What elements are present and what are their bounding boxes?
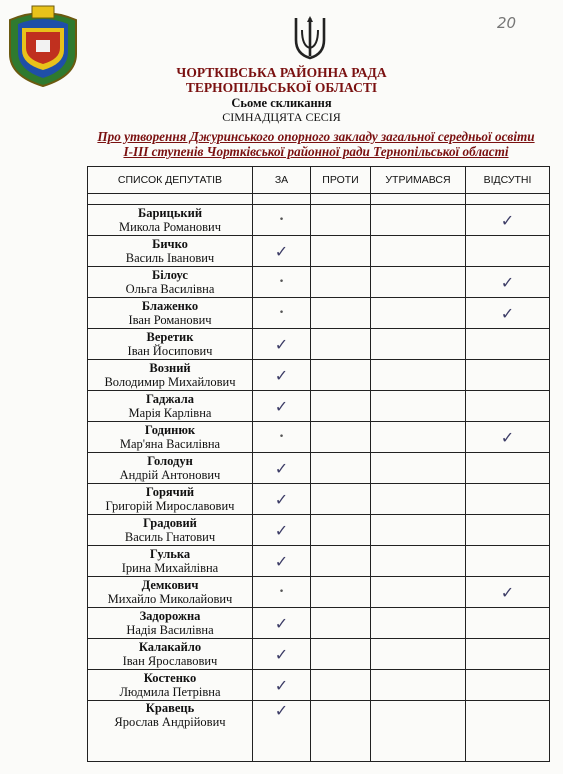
vote-for-cell: ✓	[253, 360, 311, 391]
vote-for-cell: ✓	[253, 329, 311, 360]
vote-against-cell	[311, 205, 371, 236]
deputy-given-name: Володимир Михайлович	[104, 375, 236, 389]
vote-for-cell: ✓	[253, 484, 311, 515]
vote-absent-cell	[466, 236, 550, 267]
vote-against-cell	[311, 701, 371, 762]
vote-against-cell	[311, 391, 371, 422]
vote-for-cell: ✓	[253, 670, 311, 701]
vote-absent-cell	[466, 701, 550, 762]
table-row	[88, 608, 550, 639]
deputy-surname: Голодун	[147, 454, 193, 468]
deputy-surname: Блаженко	[141, 299, 199, 313]
vote-against-cell	[311, 515, 371, 546]
deputy-surname: Білоус	[152, 268, 188, 282]
vote-for-cell: ✓	[253, 391, 311, 422]
page-number: 20	[497, 14, 517, 32]
table-row	[88, 577, 550, 608]
table-spacer-row	[88, 194, 550, 205]
vote-for-cell: ✓	[253, 236, 311, 267]
deputy-name-cell	[88, 329, 253, 360]
deputy-name-cell	[88, 453, 253, 484]
vote-abstained-cell	[371, 236, 466, 267]
vote-abstained-cell	[371, 701, 466, 762]
vote-against-cell	[311, 639, 371, 670]
deputy-given-name: Василь Іванович	[125, 251, 215, 265]
column-header-absent: ВІДСУТНІ	[466, 167, 550, 194]
column-header-against: ПРОТИ	[311, 167, 371, 194]
deputy-given-name: Іван Ярославович	[122, 654, 218, 668]
vote-absent-cell	[466, 546, 550, 577]
vote-absent-cell	[466, 391, 550, 422]
table-row	[88, 484, 550, 515]
deputy-surname: Горячий	[145, 485, 195, 499]
vote-for-cell: ✓	[253, 515, 311, 546]
vote-for-cell: •	[253, 422, 311, 453]
deputy-name-cell	[88, 205, 253, 236]
deputy-given-name: Григорій Мирославович	[105, 499, 235, 513]
vote-absent-cell: ✓	[466, 422, 550, 453]
subject-line-2: І-ІІІ ступенів Чортківської районної ради Тернопільської області	[123, 144, 509, 159]
subject-line-1: Про утворення Джуринського опорного закладу загальної середньої освіти	[97, 129, 535, 144]
deputy-name-cell	[88, 484, 253, 515]
vote-abstained-cell	[371, 329, 466, 360]
deputy-surname: Годинюк	[144, 423, 196, 437]
deputy-name-cell	[88, 577, 253, 608]
vote-for-cell: ✓	[253, 639, 311, 670]
column-header-deputies: СПИСОК ДЕПУТАТІВ	[88, 167, 253, 194]
vote-abstained-cell	[371, 298, 466, 329]
vote-against-cell	[311, 236, 371, 267]
vote-absent-cell	[466, 329, 550, 360]
vote-absent-cell: ✓	[466, 205, 550, 236]
vote-absent-cell	[466, 515, 550, 546]
vote-against-cell	[311, 484, 371, 515]
table-row	[88, 267, 550, 298]
vote-abstained-cell	[371, 608, 466, 639]
vote-against-cell	[311, 298, 371, 329]
deputy-given-name: Надія Василівна	[126, 623, 214, 637]
deputy-surname: Задорожна	[139, 609, 201, 623]
vote-absent-cell	[466, 670, 550, 701]
council-title: ЧОРТКІВСЬКА РАЙОННА РАДА	[176, 65, 387, 80]
vote-absent-cell	[466, 639, 550, 670]
vote-abstained-cell	[371, 577, 466, 608]
vote-absent-cell: ✓	[466, 298, 550, 329]
deputy-surname: Гаджала	[145, 392, 195, 406]
deputy-given-name: Мар'яна Василівна	[119, 437, 221, 451]
vote-against-cell	[311, 577, 371, 608]
deputy-surname: Калакайло	[138, 640, 202, 654]
deputy-surname: Гулька	[149, 547, 191, 561]
deputy-given-name: Ольга Василівна	[125, 282, 215, 296]
deputy-surname: Градовий	[143, 516, 197, 530]
vote-abstained-cell	[371, 546, 466, 577]
vote-table-body	[88, 194, 550, 762]
vote-for-cell: •	[253, 205, 311, 236]
vote-against-cell	[311, 546, 371, 577]
vote-for-cell: ✓	[253, 608, 311, 639]
deputy-given-name: Михайло Миколайович	[107, 592, 233, 606]
vote-abstained-cell	[371, 391, 466, 422]
vote-against-cell	[311, 267, 371, 298]
table-row	[88, 422, 550, 453]
vote-absent-cell	[466, 360, 550, 391]
deputy-name-cell	[88, 391, 253, 422]
vote-abstained-cell	[371, 267, 466, 298]
deputy-name-cell	[88, 267, 253, 298]
vote-for-cell: •	[253, 577, 311, 608]
table-row	[88, 515, 550, 546]
vote-absent-cell: ✓	[466, 577, 550, 608]
vote-abstained-cell	[371, 453, 466, 484]
table-row	[88, 360, 550, 391]
vote-abstained-cell	[371, 360, 466, 391]
table-row	[88, 639, 550, 670]
vote-absent-cell	[466, 608, 550, 639]
deputy-surname: Кравець	[145, 701, 195, 715]
oblast-title: ТЕРНОПІЛЬСЬКОЇ ОБЛАСТІ	[185, 80, 378, 95]
column-header-abstained: УТРИМАВСЯ	[371, 167, 466, 194]
deputy-given-name: Ірина Михайлівна	[121, 561, 219, 575]
deputy-given-name: Ярослав Андрійович	[114, 715, 226, 729]
table-row	[88, 298, 550, 329]
vote-absent-cell: ✓	[466, 267, 550, 298]
vote-table	[87, 166, 550, 762]
vote-for-cell: ✓	[253, 701, 311, 762]
vote-for-cell: ✓	[253, 453, 311, 484]
deputy-name-cell	[88, 639, 253, 670]
table-row	[88, 391, 550, 422]
vote-against-cell	[311, 329, 371, 360]
vote-abstained-cell	[371, 484, 466, 515]
vote-abstained-cell	[371, 639, 466, 670]
deputy-given-name: Людмила Петрівна	[119, 685, 221, 699]
deputy-surname: Возний	[149, 361, 191, 375]
deputy-name-cell	[88, 236, 253, 267]
table-row	[88, 701, 550, 762]
table-row	[88, 329, 550, 360]
resolution-subject	[92, 129, 540, 159]
deputy-name-cell	[88, 515, 253, 546]
vote-abstained-cell	[371, 515, 466, 546]
vote-against-cell	[311, 453, 371, 484]
deputy-given-name: Іван Йосипович	[127, 344, 213, 358]
vote-against-cell	[311, 422, 371, 453]
table-row	[88, 205, 550, 236]
deputy-surname: Барицький	[137, 206, 203, 220]
deputy-name-cell	[88, 298, 253, 329]
vote-against-cell	[311, 608, 371, 639]
deputy-surname: Демкович	[141, 578, 199, 592]
deputy-given-name: Марія Карлівна	[128, 406, 212, 420]
convocation-label: Сьоме скликання	[231, 96, 332, 110]
table-row	[88, 453, 550, 484]
deputy-name-cell	[88, 546, 253, 577]
vote-abstained-cell	[371, 670, 466, 701]
deputy-surname: Костенко	[143, 671, 197, 685]
table-row	[88, 236, 550, 267]
deputy-name-cell	[88, 422, 253, 453]
vote-abstained-cell	[371, 422, 466, 453]
vote-for-cell: •	[253, 267, 311, 298]
table-row	[88, 670, 550, 701]
deputy-name-cell	[88, 701, 253, 762]
column-header-for: ЗА	[253, 167, 311, 194]
deputy-given-name: Андрій Антонович	[119, 468, 221, 482]
deputy-given-name: Іван Романович	[128, 313, 212, 327]
vote-against-cell	[311, 360, 371, 391]
vote-against-cell	[311, 670, 371, 701]
session-label: СІМНАДЦЯТА СЕСІЯ	[222, 110, 341, 124]
deputy-name-cell	[88, 670, 253, 701]
deputy-surname: Веретик	[146, 330, 194, 344]
deputy-given-name: Микола Романович	[118, 220, 222, 234]
vote-for-cell: •	[253, 298, 311, 329]
deputy-surname: Бичко	[152, 237, 188, 251]
deputy-name-cell	[88, 360, 253, 391]
table-row	[88, 546, 550, 577]
vote-for-cell: ✓	[253, 546, 311, 577]
deputy-name-cell	[88, 608, 253, 639]
trident-icon	[293, 16, 327, 60]
vote-absent-cell	[466, 453, 550, 484]
vote-absent-cell	[466, 484, 550, 515]
deputy-given-name: Василь Гнатович	[124, 530, 216, 544]
vote-abstained-cell	[371, 205, 466, 236]
